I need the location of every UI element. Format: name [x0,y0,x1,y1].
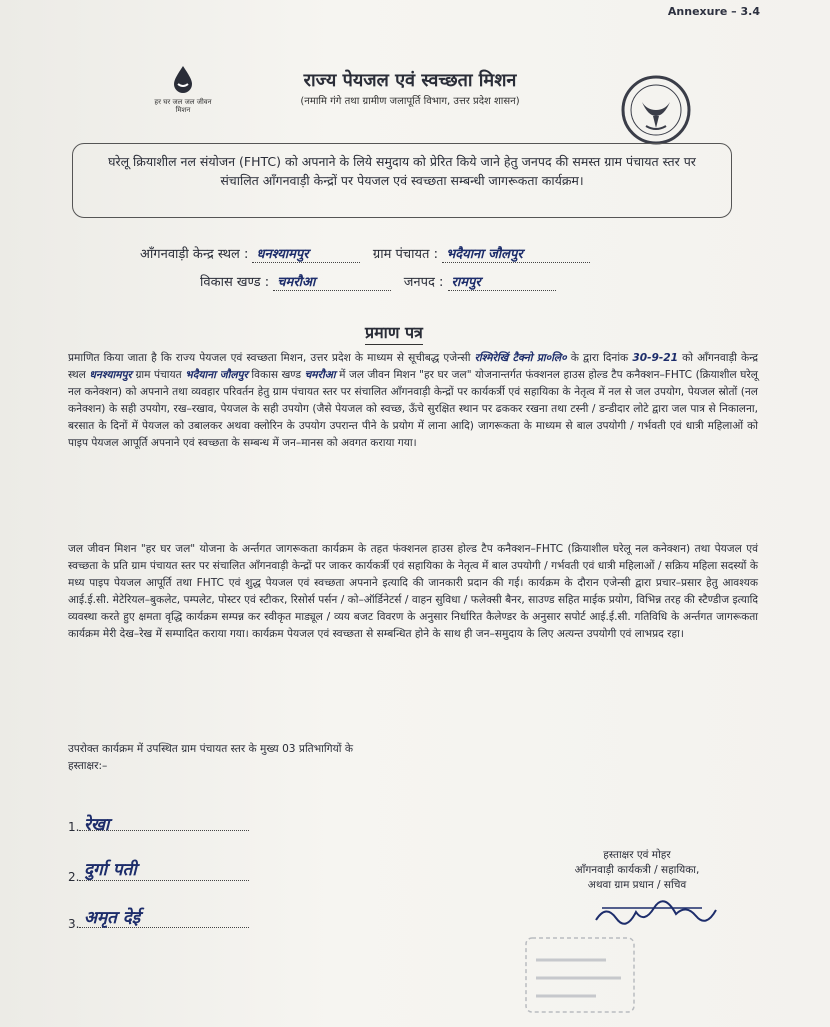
faded-stamp [520,930,640,1020]
participant-signature-2: 2. [68,870,249,884]
har-ghar-jal-logo [152,64,214,114]
certificate-paragraph-1: प्रमाणित किया जाता है कि राज्य पेयजल एवं स्वच्छता मिशन, उत्तर प्रदेश के माध्यम से सूचीबद्ध एजेन्सी रश्मिरेखिं टैक्नो प्रा०लि० के द्वारा दिनांक 30-9-21 को आँगनवाड़ी केन्द्र स्थल धनश्यामपुर ग्राम पंचायत भदैयाना जौलपुर विकास खण्ड चमरौआ में जल जीवन मिशन "हर घर जल" योजनान्तर्गत फंक्शनल हाउस होल्ड टैप कनैक्शन–FHTC (क्रियाशील घरेलू नल कनेक्शन) को अपनाने तथा व्यवहार परिवर्तन हेतु ग्राम पंचायत स्तर पर संचालित आँगनवाड़ी केन्द्रों पर कार्यकर्त्री एवं सहायिका के नेतृत्व में नल से जल उपयोग, पेयजल स्रोतों (नल कनेक्शन) के सही उपयोग, रख–रखाव, पेयजल के सही उपयोग (जैसे पेयजल को स्वच्छ, ऊँचे सुरक्षित स्थान पर ढककर रखना तथा टस्नी / डन्डीदार लोटे द्वारा जल पात्र से निकालना, बरसात के दिनों में पेयजल को उबालकर अथवा क्लोरिन के उपयोग उपरान्त पीने के प्रयोग में लाना आदि) जागरूकता के माध्यम से बाल उपयोगी / गर्भवती एवं धात्री महिलाओं को पाइप पेयजल आपूर्ति अपनाने एवं स्वच्छता के सम्बन्ध में जन–मानस को अवगत कराया गया। [68,352,759,449]
water-drop-icon [168,64,198,94]
centre-location-label: आँगनवाड़ी केन्द्र स्थल : [140,247,249,262]
participant-name-3: अमृत देई [84,908,141,928]
participant-name-1: रेखा [84,815,110,835]
participant-signature-1: 1. [68,820,249,834]
centre-location-row [140,244,590,263]
district-value: रामपुर [448,272,556,291]
agency-name: रश्मिरेखिं टैक्नो प्रा०लि० [474,352,567,364]
district-label: जनपद : [403,275,444,290]
participants-intro: उपरोक्त कार्यक्रम में उपस्थित ग्राम पंचायत स्तर के मुख्य 03 प्रतिभागियों के हस्ताक्षर:– [68,743,354,772]
signature-and-seal-block: हस्ताक्षर एवं मोहर आँगनवाड़ी कार्यकत्री / सहायिका, अथवा ग्राम प्रधान / सचिव [574,849,700,891]
mission-subtitle: (नमामि गंगे तथा ग्रामीण जलापूर्ति विभाग, उत्तर प्रदेश शासन) [300,96,520,107]
block-name-inline: चमरौआ [304,369,336,381]
centre-location-value: धनश्यामपुर [252,244,360,263]
logo-caption: हर घर जल जल जीवन मिशन [154,98,212,114]
panchayat-name-inline: भदैयाना जौलपुर [185,369,248,381]
participant-name-2: दुर्गा पती [84,860,137,880]
program-banner: घरेलू क्रियाशील नल संयोजन (FHTC) को अपनाने के लिये समुदाय को प्रेरित किये जाने हेतु जनपद की समस्त ग्राम पंचायत स्तर पर संचालित आँगनवाड़ी केन्द्रों पर पेयजल एवं स्वच्छता सम्बन्धी जागरूकता कार्यक्रम। [72,143,732,218]
participant-signature-3: 3. [68,917,249,931]
up-government-emblem [620,74,692,146]
annexure-label: Annexure – 3.4 [667,5,760,18]
block-value: चमरौआ [273,272,391,291]
certificate-title: प्रमाण पत्र [365,321,423,345]
certificate-paragraph-2: जल जीवन मिशन "हर घर जल" योजना के अर्न्तगत जागरूकता कार्यक्रम के तहत फंक्शनल हाउस होल्ड टैप कनैक्शन–FHTC (क्रियाशील घरेलू नल कनेक्शन) तथा पेयजल एवं स्वच्छता के प्रति ग्राम पंचायत स्तर पर संचालित आँगनवाड़ी केन्द्रों पर जाकर कार्यकर्त्री एवं सहायिका के नेतृत्व में बाल उपयोगी / गर्भवती एवं धात्री महिलाओं / सक्रिय महिला सदस्यों के मध्य पाइप पेयजल आपूर्ति तथा FHTC एवं शुद्ध पेयजल एवं स्वच्छता अपनाने इत्यादि की जानकारी प्रदान की गई। कार्यक्रम के दौरान एजेन्सी द्वारा प्रचार–प्रसार हेतु आवश्यक आई.ई.सी. मेटेरियल–बुकलेट, पम्पलेट, पोस्टर एवं स्टीकर, रिसोर्स पर्सन / को–ऑर्डिनेटर्स / वाहन सुविधा / फलेक्सी बैनर, साउण्ड सहित माईक प्रयोग, विभिन्न तरह की स्टैण्डीज इत्यादि व्यवस्था करते हुए क्षमता वृद्धि कार्यक्रम सम्पन्न कर स्वीकृत माड्यूल / व्यय बजट विवरण के अनुसार निर्धारित कैलेण्डर के अनुसार सपोर्ट आई.ई.सी. गतिविधि के अर्न्तगत जागरूकता कार्यक्रम मेरी देख–रेख में सम्पादित कराया गया। कार्यक्रम पेयजल एवं स्वच्छता से सम्बन्धित होने के साथ ही जन–समुदाय के लिए अत्यन्त उपयोगी एवं लाभप्रद रहा। [68,543,758,640]
mission-title: राज्य पेयजल एवं स्वच्छता मिशन [303,70,517,91]
program-date: 30-9-21 [632,352,678,364]
handwritten-signature [592,900,722,930]
block-label: विकास खण्ड : [200,275,270,290]
gram-panchayat-label: ग्राम पंचायत : [372,247,438,262]
block-district-row [200,272,556,291]
stamp-impression-icon [520,930,640,1020]
centre-name-inline: धनश्यामपुर [89,369,132,381]
gram-panchayat-value: भदैयाना जौलपुर [442,244,590,263]
